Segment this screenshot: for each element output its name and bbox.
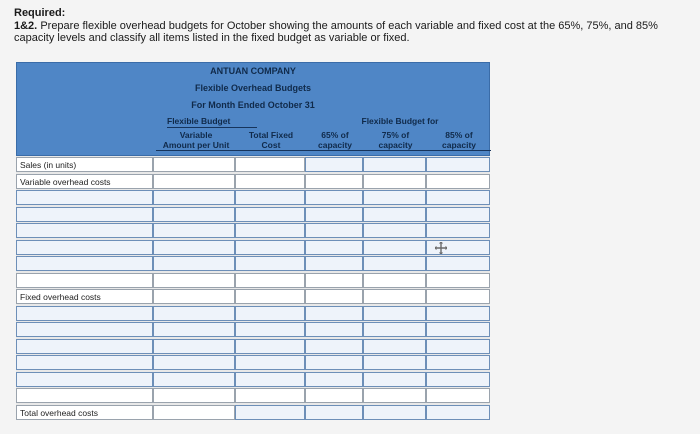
question-text: [14, 7, 700, 45]
col-75-line1: 75% of: [381, 130, 410, 140]
cell-variable-amount[interactable]: [153, 223, 235, 238]
row-fixed-item: [16, 354, 490, 372]
cell-capacity-65[interactable]: [305, 322, 363, 337]
cell-capacity-65[interactable]: [305, 207, 363, 222]
company-name: ANTUAN COMPANY: [210, 66, 296, 76]
cell-description[interactable]: [16, 190, 153, 205]
cell-capacity-85[interactable]: [426, 157, 490, 172]
cell-capacity-75[interactable]: [363, 372, 426, 387]
cell-capacity-75: [363, 273, 426, 288]
cell-total-fixed[interactable]: [235, 355, 305, 370]
cell-capacity-75[interactable]: [363, 405, 426, 420]
instruction-line: [14, 20, 700, 45]
cell-total-fixed[interactable]: [235, 190, 305, 205]
cell-total-fixed[interactable]: [235, 207, 305, 222]
cell-description: [16, 157, 153, 172]
cell-total-fixed[interactable]: [235, 240, 305, 255]
cell-variable-amount: [153, 388, 235, 403]
row-spacer: [16, 387, 490, 405]
cell-description: [16, 289, 153, 304]
col-75-header: [364, 130, 427, 150]
cell-variable-amount: [153, 273, 235, 288]
col-75-line2: capacity: [378, 140, 413, 150]
cell-total-fixed: [235, 289, 305, 304]
cell-total-fixed[interactable]: [235, 339, 305, 354]
instruction-text: Prepare flexible overhead budgets for October showing the amounts of each variable and fixed cost at the 65%, 75%, and 85% capacity levels and classify all items listed in the fixed budget as variable or fixed.: [14, 19, 658, 44]
row-fixed-total: [16, 371, 490, 389]
row-variable-item: [16, 206, 490, 224]
cell-capacity-75[interactable]: [363, 157, 426, 172]
cell-variable-amount[interactable]: [153, 207, 235, 222]
cell-description[interactable]: [16, 256, 153, 271]
cell-variable-amount[interactable]: [153, 306, 235, 321]
cell-variable-amount[interactable]: [153, 355, 235, 370]
cell-capacity-85[interactable]: [426, 339, 490, 354]
cell-description[interactable]: [16, 306, 153, 321]
cell-description: [16, 273, 153, 288]
cell-capacity-75: [363, 289, 426, 304]
row-sales-label: Sales (in units): [20, 160, 77, 170]
cell-total-fixed: [235, 388, 305, 403]
row-variable-overhead-label: Variable overhead costs: [20, 176, 111, 187]
cell-total-fixed: [235, 273, 305, 288]
flexible-budget-for-label: Flexible Budget for: [361, 116, 439, 126]
cell-capacity-65[interactable]: [305, 339, 363, 354]
col-variable-line1: Variable: [179, 130, 213, 140]
row-fixed-overhead: [16, 288, 490, 306]
col-65-line2: capacity: [317, 140, 353, 150]
col-85-line1: 85% of: [445, 130, 473, 140]
cell-variable-amount: [153, 174, 235, 189]
cell-description[interactable]: [16, 355, 153, 370]
row-variable-total: [16, 255, 490, 273]
cell-capacity-65[interactable]: [305, 223, 363, 238]
col-85-header: [427, 130, 491, 150]
cell-capacity-65: [305, 174, 363, 189]
cell-description[interactable]: [16, 372, 153, 387]
cell-capacity-65: [305, 273, 363, 288]
row-variable-item: [16, 222, 490, 240]
cell-capacity-75: [363, 388, 426, 403]
cell-capacity-85: [426, 174, 490, 189]
cell-capacity-85[interactable]: [426, 207, 490, 222]
cell-capacity-75[interactable]: [363, 190, 426, 205]
cell-capacity-65: [305, 388, 363, 403]
cell-total-fixed[interactable]: [235, 256, 305, 271]
required-heading: Required:: [14, 7, 66, 19]
cell-description: [16, 405, 153, 420]
cell-description[interactable]: [16, 207, 153, 222]
row-sales: [16, 156, 490, 174]
cell-capacity-75[interactable]: [363, 322, 426, 337]
cell-description: [16, 388, 153, 403]
cell-capacity-65[interactable]: [305, 256, 363, 271]
cell-description[interactable]: [16, 322, 153, 337]
row-total-overhead: [16, 404, 490, 422]
col-65-line1: 65% of: [321, 130, 349, 140]
worksheet-grid: [16, 156, 490, 420]
cell-capacity-65: [305, 289, 363, 304]
row-fixed-item: [16, 338, 490, 356]
cell-capacity-75[interactable]: [363, 240, 426, 255]
cell-capacity-65[interactable]: [305, 405, 363, 420]
cell-total-fixed[interactable]: [235, 372, 305, 387]
part-label: 1&2.: [14, 19, 38, 32]
cell-description[interactable]: [16, 339, 153, 354]
cell-variable-amount: [153, 157, 235, 172]
cell-capacity-85[interactable]: [426, 355, 490, 370]
row-variable-item: [16, 189, 490, 207]
flexible-budget-worksheet: [16, 62, 490, 420]
cell-total-fixed: [235, 157, 305, 172]
cell-capacity-75[interactable]: [363, 355, 426, 370]
cell-total-fixed[interactable]: [235, 306, 305, 321]
cell-capacity-85[interactable]: [426, 322, 490, 337]
cell-description[interactable]: [16, 223, 153, 238]
cell-variable-amount[interactable]: [153, 256, 235, 271]
cell-variable-amount[interactable]: [153, 190, 235, 205]
cell-capacity-65[interactable]: [305, 355, 363, 370]
col-85-line2: capacity: [441, 140, 477, 150]
col-65-header: [306, 130, 364, 150]
cell-variable-amount[interactable]: [153, 240, 235, 255]
cell-capacity-75[interactable]: [363, 207, 426, 222]
cell-capacity-75: [363, 174, 426, 189]
row-variable-overhead: [16, 173, 490, 191]
cell-total-fixed[interactable]: [235, 322, 305, 337]
cell-capacity-65[interactable]: [305, 372, 363, 387]
cell-capacity-65[interactable]: [305, 190, 363, 205]
cell-variable-amount: [153, 289, 235, 304]
cell-capacity-85[interactable]: [426, 372, 490, 387]
cell-capacity-65[interactable]: [305, 306, 363, 321]
cell-capacity-85: [426, 388, 490, 403]
cell-capacity-85[interactable]: [426, 190, 490, 205]
cell-total-fixed[interactable]: [235, 405, 305, 420]
cell-variable-amount[interactable]: [153, 322, 235, 337]
row-fixed-item: [16, 305, 490, 323]
flexible-budget-label: Flexible Budget: [167, 116, 231, 126]
col-variable-line2: Amount per Unit: [162, 140, 230, 150]
cell-capacity-75[interactable]: [363, 306, 426, 321]
worksheet-header: [16, 62, 490, 156]
cell-capacity-75[interactable]: [363, 339, 426, 354]
header-underline: [156, 150, 491, 151]
row-fixed-item: [16, 321, 490, 339]
cell-capacity-85: [426, 273, 490, 288]
cell-description: [16, 174, 153, 189]
cell-description[interactable]: [16, 240, 153, 255]
row-spacer: [16, 272, 490, 290]
flexible-budget-underline: [167, 127, 257, 128]
worksheet-title: Flexible Overhead Budgets: [194, 83, 312, 93]
cell-capacity-85[interactable]: [426, 223, 490, 238]
cell-capacity-75[interactable]: [363, 223, 426, 238]
col-fixed-header: [236, 130, 306, 150]
worksheet-period: For Month Ended October 31: [191, 100, 315, 110]
cell-variable-amount[interactable]: [153, 372, 235, 387]
cell-capacity-85[interactable]: [426, 306, 490, 321]
col-fixed-line2: Cost: [261, 140, 281, 150]
col-fixed-line1: Total Fixed: [248, 130, 294, 140]
cell-capacity-85[interactable]: [426, 405, 490, 420]
row-total-overhead-label: Total overhead costs: [20, 407, 98, 418]
cell-total-fixed[interactable]: [235, 223, 305, 238]
cell-variable-amount[interactable]: [153, 339, 235, 354]
col-variable-header: [156, 130, 236, 150]
move-cursor-icon: [435, 242, 447, 254]
cell-variable-amount: [153, 405, 235, 420]
cell-capacity-85[interactable]: [426, 256, 490, 271]
row-variable-item: [16, 239, 490, 257]
cell-capacity-65[interactable]: [305, 240, 363, 255]
cell-capacity-85: [426, 289, 490, 304]
row-fixed-overhead-label: Fixed overhead costs: [20, 292, 101, 302]
cell-capacity-75[interactable]: [363, 256, 426, 271]
cell-capacity-65[interactable]: [305, 157, 363, 172]
cell-total-fixed: [235, 174, 305, 189]
